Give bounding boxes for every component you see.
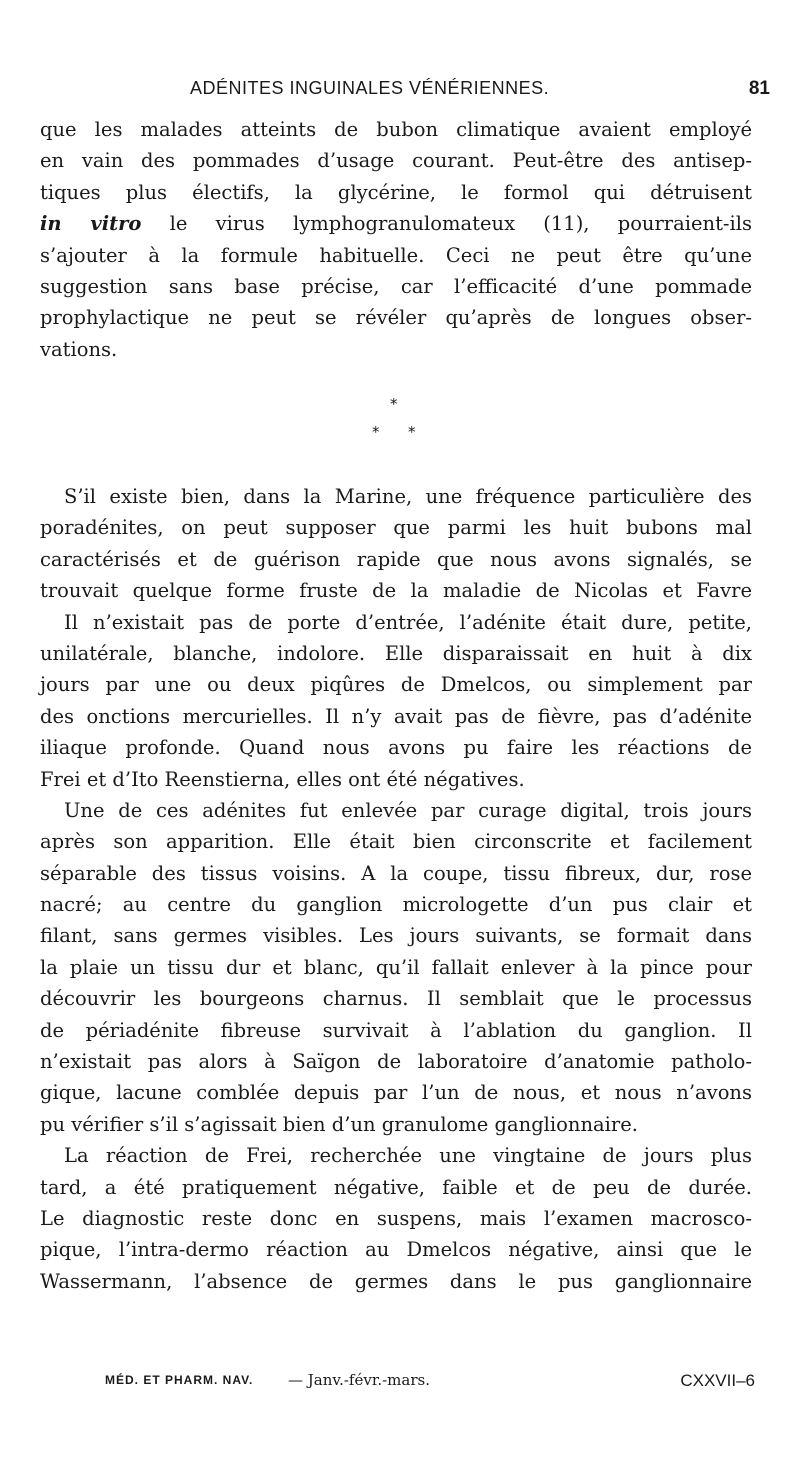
text-line: caractérisés et de guérison rapide que nous avons signalés, se	[40, 547, 752, 571]
footer-journal: MÉD. ET PHARM. NAV.	[105, 1373, 254, 1387]
text-line: unilatérale, blanche, indolore. Elle disparaissait en huit à dix	[40, 641, 752, 665]
asterism-star: *	[372, 423, 380, 441]
text-line: trouvait quelque forme fruste de la maladie de Nicolas et Favre	[40, 579, 752, 603]
text-line: Le diagnostic reste donc en suspens, mais l’examen macrosco-	[40, 1206, 752, 1230]
footer-signature: CXXVII–6	[680, 1371, 755, 1390]
text-line: la plaie un tissu dur et blanc, qu’il fallait enlever à la pince pour	[40, 955, 752, 979]
text-line: nacré; au centre du ganglion micrologette d’un pus clair et	[40, 893, 752, 917]
section-2-text	[40, 481, 752, 1297]
page-footer	[105, 1371, 755, 1397]
text-line: en vain des pommades d’usage courant. Peut-être des antisep-	[40, 149, 752, 173]
text-line: S’il existe bien, dans la Marine, une fréquence particulière des	[64, 485, 752, 508]
text-line: tiques plus électifs, la glycérine, le formol qui détruisent	[40, 180, 752, 204]
text-line: n’existait pas alors à Saïgon de laboratoire d’anatomie patholo-	[40, 1050, 752, 1074]
text-line: Wassermann, l’absence de germes dans le pus ganglionnaire	[40, 1269, 752, 1293]
text-line: que les malades atteints de bubon climatique avaient employé	[40, 118, 752, 141]
footer-issue: — Janv.-févr.-mars.	[288, 1371, 430, 1389]
section-asterism	[360, 395, 430, 445]
paragraph-1	[40, 114, 752, 365]
asterism-star: *	[408, 423, 416, 441]
text-line: jours par une ou deux piqûres de Dmelcos, ou simplement par	[40, 673, 752, 697]
text-line: La réaction de Frei, recherchée une vingtaine de jours plus	[64, 1144, 752, 1168]
running-title: ADÉNITES INGUINALES VÉNÉRIENNES.	[190, 78, 550, 98]
text-line: des onctions mercurielles. Il n’y avait pas de fièvre, pas d’adénite	[40, 704, 752, 728]
text-line: séparable des tissus voisins. A la coupe, tissu fibreux, dur, rose	[40, 861, 752, 885]
text-line: de périadénite fibreuse survivait à l’ablation du ganglion. Il	[40, 1018, 752, 1042]
italic-phrase: in vitro	[40, 212, 142, 236]
text-line: poradénites, on peut supposer que parmi les huit bubons mal	[40, 516, 752, 540]
text-line: filant, sans germes visibles. Les jours suivants, se formait dans	[40, 924, 752, 948]
text-line: gique, lacune comblée depuis par l’un de nous, et nous n’avons	[40, 1081, 752, 1105]
text-line: découvrir les bourgeons charnus. Il semblait que le processus	[40, 987, 752, 1011]
text-line: in vitro le virus lymphogranulomateux (11), pourraient-ils	[40, 212, 752, 236]
text-line: s’ajouter à la formule habituelle. Ceci ne peut être qu’une	[40, 243, 752, 267]
page-number: 81	[748, 78, 770, 99]
text-line: tard, a été pratiquement négative, faible et de peu de durée.	[40, 1175, 752, 1199]
text-line: Frei et d’Ito Reenstierna, elles ont été négatives.	[40, 767, 525, 791]
text-line: suggestion sans base précise, car l’efficacité d’une pommade	[40, 274, 752, 298]
text-line: Une de ces adénites fut enlevée par curage digital, trois jours	[64, 798, 752, 822]
text-line: pu vérifier s’il s’agissait bien d’un granulome ganglionnaire.	[40, 1112, 638, 1136]
text-line: iliaque profonde. Quand nous avons pu faire les réactions de	[40, 736, 752, 760]
text-line: prophylactique ne peut se révéler qu’après de longues obser-	[40, 306, 752, 330]
text-line: après son apparition. Elle était bien circonscrite et facilement	[40, 830, 752, 854]
text-line: vations.	[40, 337, 118, 361]
text-line: pique, l’intra-dermo réaction au Dmelcos négative, ainsi que le	[40, 1238, 752, 1262]
asterism-star: *	[390, 395, 398, 413]
text-line: Il n’existait pas de porte d’entrée, l’adénite était dure, petite,	[64, 610, 752, 634]
running-header	[40, 78, 770, 106]
